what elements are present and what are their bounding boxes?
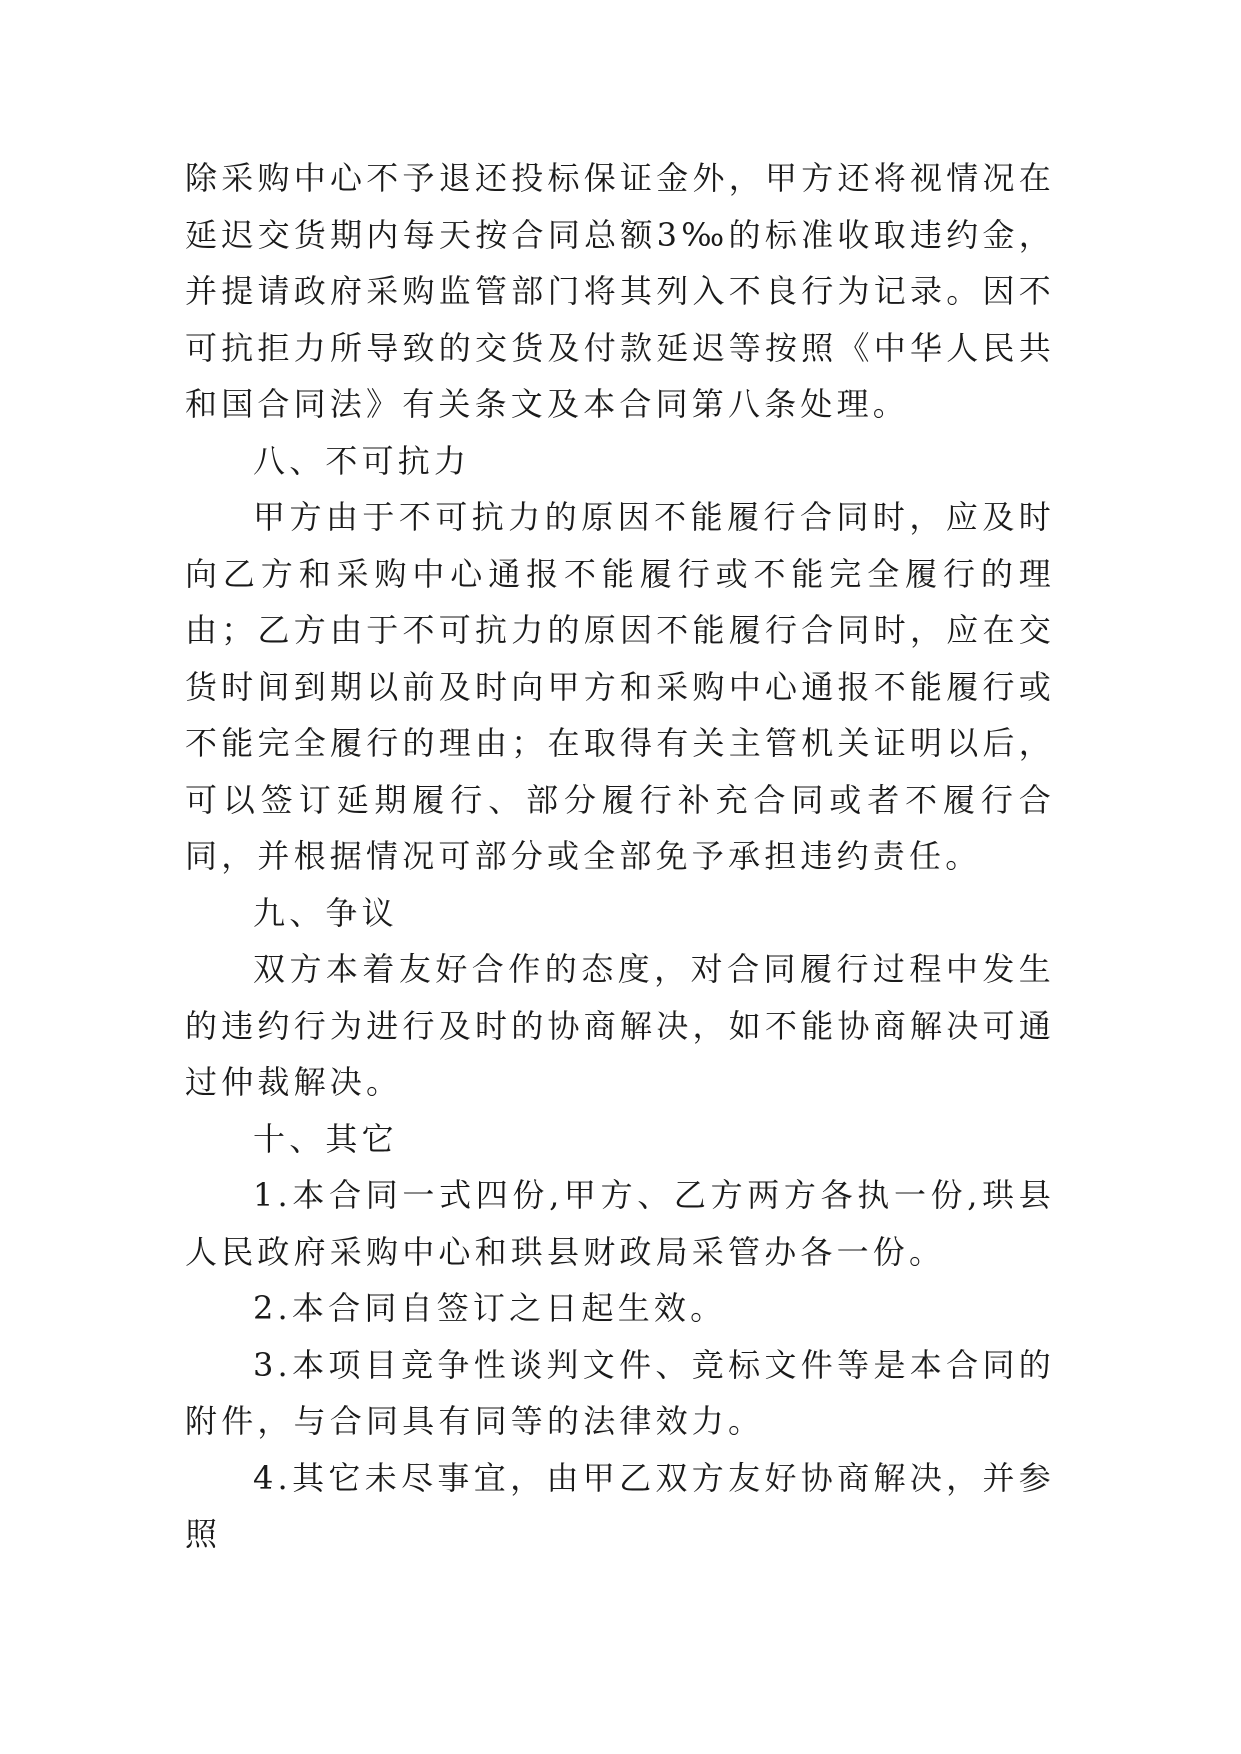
section-heading-dispute: 九、争议 <box>253 893 398 932</box>
paragraph-dispute: 双方本着友好合作的态度，对合同履行过程中发生的违约行为进行及时的协商解决，如不能协商解决可通过仲裁解决。 <box>185 950 1055 1101</box>
document-body <box>185 150 1055 1563</box>
list-item-attachments: 3.本项目竞争性谈判文件、竞标文件等是本合同的附件，与合同具有同等的法律效力。 <box>185 1345 1055 1440</box>
list-item-copies: 1.本合同一式四份,甲方、乙方两方各执一份,珙县人民政府采购中心和珙县财政局采管办各一份。 <box>185 1176 1055 1271</box>
paragraph-penalty-clause: 除采购中心不予退还投标保证金外，甲方还将视情况在延迟交货期内每天按合同总额3‰的标准收取违约金，并提请政府采购监管部门将其列入不良行为记录。因不可抗拒力所导致的交货及付款延迟等按照《中华人民共和国合同法》有关条文及本合同第八条处理。 <box>185 159 1055 423</box>
section-heading-other: 十、其它 <box>253 1119 398 1158</box>
list-item-effective: 2.本合同自签订之日起生效。 <box>253 1289 727 1327</box>
paragraph-force-majeure: 甲方由于不可抗力的原因不能履行合同时，应及时向乙方和采购中心通报不能履行或不能完全履行的理由；乙方由于不可抗力的原因不能履行合同时，应在交货时间到期以前及时向甲方和采购中心通报不能履行或不能完全履行的理由；在取得有关主管机关证明以后，可以签订延期履行、部分履行补充合同或者不履行合同，并根据情况可部分或全部免予承担违约责任。 <box>185 498 1055 875</box>
section-heading-force-majeure: 八、不可抗力 <box>253 441 471 480</box>
list-item-other-matters: 4.其它未尽事宜，由甲乙双方友好协商解决，并参照 <box>185 1458 1055 1553</box>
